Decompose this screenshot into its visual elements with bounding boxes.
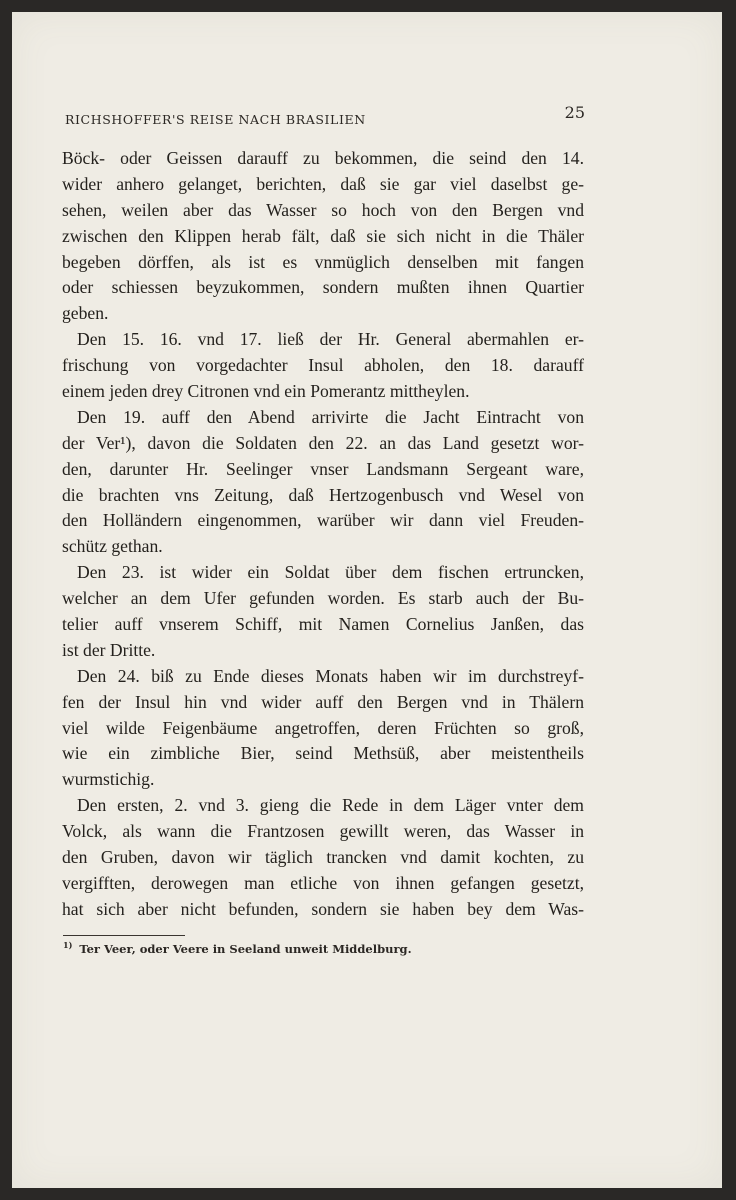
text-line: den, darunter Hr. Seelinger vnser Landsmann Sergeant ware, [62, 458, 584, 479]
text-line: hat sich aber nicht befunden, sondern sie haben bey dem Was- [62, 898, 584, 919]
text-line: den Gruben, davon wir täglich trancken vnd damit kochten, zu [62, 847, 584, 868]
footnote-marker: 1) [63, 940, 73, 950]
text-line: sehen, weilen aber das Wasser so hoch von den Bergen vnd [62, 199, 584, 220]
text-line: die brachten vns Zeitung, daß Hertzogenbusch vnd Wesel von [62, 484, 584, 505]
text-line: wie ein zimbliche Bier, seind Methsüß, aber meistentheils [62, 743, 584, 764]
running-title: RICHSHOFFER'S REISE NACH BRASILIEN [65, 112, 366, 127]
text-line: wider anhero gelanget, berichten, daß sie gar viel daselbst ge- [62, 173, 584, 194]
page-number: 25 [564, 103, 585, 122]
footnote-rule [63, 935, 185, 936]
text-line: fen der Insul hin vnd wider auff den Bergen vnd in Thälern [62, 691, 584, 712]
text-line: Den 19. auff den Abend arrivirte die Jacht Eintracht von [77, 406, 584, 427]
text-line: begeben dörffen, als ist es vnmüglich denselben mit fangen [62, 251, 584, 272]
text-line: frischung von vorgedachter Insul abholen, den 18. darauff [62, 355, 584, 376]
text-line: schütz gethan. [62, 536, 163, 557]
text-line: zwischen den Klippen herab fält, daß sie sich nicht in die Thäler [62, 225, 584, 246]
text-line: Volck, als wann die Frantzosen gewillt weren, das Wasser in [62, 821, 584, 842]
text-line: einem jeden drey Citronen vnd ein Pomerantz mittheylen. [62, 381, 470, 402]
body-text [62, 146, 584, 923]
book-page [12, 12, 722, 1188]
text-line: Den 23. ist wider ein Soldat über dem fischen ertruncken, [77, 562, 584, 583]
text-line: geben. [62, 303, 109, 324]
text-line: vergifften, derowegen man etliche von ihnen gefangen gesetzt, [62, 872, 584, 893]
text-line: Den 24. biß zu Ende dieses Monats haben wir im durchstreyf- [77, 665, 584, 686]
text-line: viel wilde Feigenbäume angetroffen, deren Früchten so groß, [62, 717, 584, 738]
text-line: den Holländern eingenommen, warüber wir dann viel Freuden- [62, 510, 584, 531]
footnote-text: Ter Veer, oder Veere in Seeland unweit Middelburg. [79, 941, 412, 956]
text-line: oder schiessen beyzukommen, sondern mußten ihnen Quartier [62, 277, 584, 298]
text-line: der Ver¹), davon die Soldaten den 22. an das Land gesetzt wor- [62, 432, 584, 453]
text-line: Den ersten, 2. vnd 3. gieng die Rede in dem Läger vnter dem [77, 795, 584, 816]
text-line: welcher an dem Ufer gefunden worden. Es starb auch der Bu- [62, 588, 584, 609]
footnote [63, 940, 583, 956]
text-line: Böck- oder Geissen darauff zu bekommen, die seind den 14. [62, 148, 584, 168]
text-line: ist der Dritte. [62, 639, 156, 660]
text-line: Den 15. 16. vnd 17. ließ der Hr. General abermahlen er- [77, 329, 584, 350]
text-line: wurmstichig. [62, 769, 155, 790]
text-line: telier auff vnserem Schiff, mit Namen Cornelius Janßen, das [62, 614, 584, 635]
